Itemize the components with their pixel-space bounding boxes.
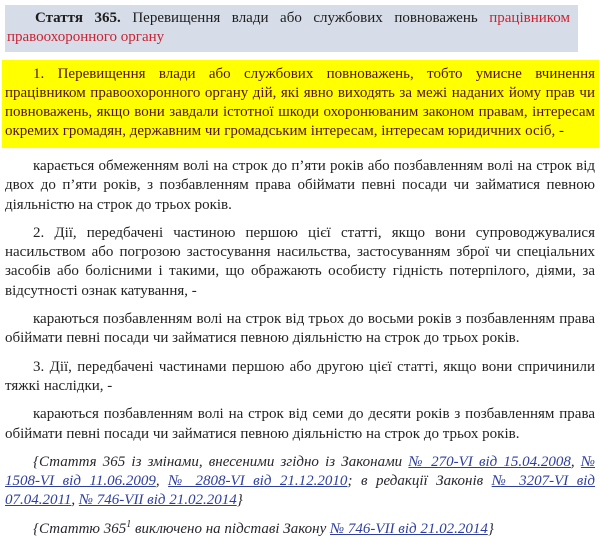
- text-segment: ; в редакції Законів: [347, 473, 492, 490]
- article-title: Перевищення влади або службових повноважень: [120, 10, 490, 26]
- text-segment: ,: [570, 453, 581, 470]
- sanction-part-1: карається обмеженням волі на строк до п’яти років або позбавленням волі на строк від двох до п’яти років, з позбавленням права обіймати певні посади чи займатися певною діяльністю на строк до трьох років.: [5, 158, 595, 213]
- text-segment: ,: [155, 473, 169, 490]
- amendments-note: [5, 453, 595, 511]
- law-link[interactable]: № 3207-VI від 07.04.2011: [5, 473, 596, 509]
- text-segment: {Стаття 365 із змінами, внесеними згідно із Законами: [33, 453, 409, 470]
- exclusion-note: [5, 520, 595, 539]
- search-term-highlight: працівником правоохоронного органу: [7, 10, 570, 45]
- text-segment: }: [487, 520, 494, 537]
- part-3-text: 3. Дії, передбачені частинами першою або другою цієї статті, якщо вони спричинили тяжкі наслідки, -: [5, 358, 595, 394]
- law-link[interactable]: № 746-VII від 21.02.2014: [330, 520, 488, 537]
- article-header: [5, 5, 578, 52]
- sanction-part-2: караються позбавленням волі на строк від трьох до восьми років з позбавленням права обіймати певні посади чи займатися певною діяльністю на строк до трьох років.: [5, 311, 595, 347]
- law-link[interactable]: № 1508-VI від 11.06.2009: [5, 453, 596, 490]
- sanction-part-3: караються позбавленням волі на строк від семи до десяти років з позбавленням права обіймати певні посади чи займатися певною діяльністю на строк до трьох років.: [5, 406, 595, 442]
- law-article-document: [0, 5, 600, 539]
- text-segment: {Статтю 365: [33, 520, 127, 537]
- article-number: Стаття 365.: [35, 10, 121, 26]
- text-segment: }: [236, 492, 243, 509]
- superscript-index: 1: [126, 518, 132, 530]
- text-segment: виключено на підставі Закону: [131, 520, 331, 537]
- law-link[interactable]: № 270-VI від 15.04.2008: [408, 453, 571, 470]
- text-segment: ,: [71, 492, 79, 509]
- law-link[interactable]: № 746-VII від 21.02.2014: [78, 492, 237, 509]
- part-1-highlighted-text: 1. Перевищення влади або службових повноважень, тобто умисне вчинення працівником правоохоронного органу дій, які явно виходять за межі наданих йому прав чи повноважень, якщо вони завдали істотної шкоди охоронюваним законом правам, інтересам окремих громадян, державним чи громадським інтересам, інтересам юридичних осіб, -: [2, 60, 599, 148]
- law-link[interactable]: № 2808-VI від 21.12.2010: [168, 473, 348, 490]
- part-2-text: 2. Дії, передбачені частиною першою цієї статті, якщо вони супроводжувалися насильством або погрозою застосування насильства, застосуванням зброї чи спеціальних засобів або болісними і такими, що ображають особисту гідність потерпілого, діями, за відсутності ознак катування, -: [5, 224, 595, 299]
